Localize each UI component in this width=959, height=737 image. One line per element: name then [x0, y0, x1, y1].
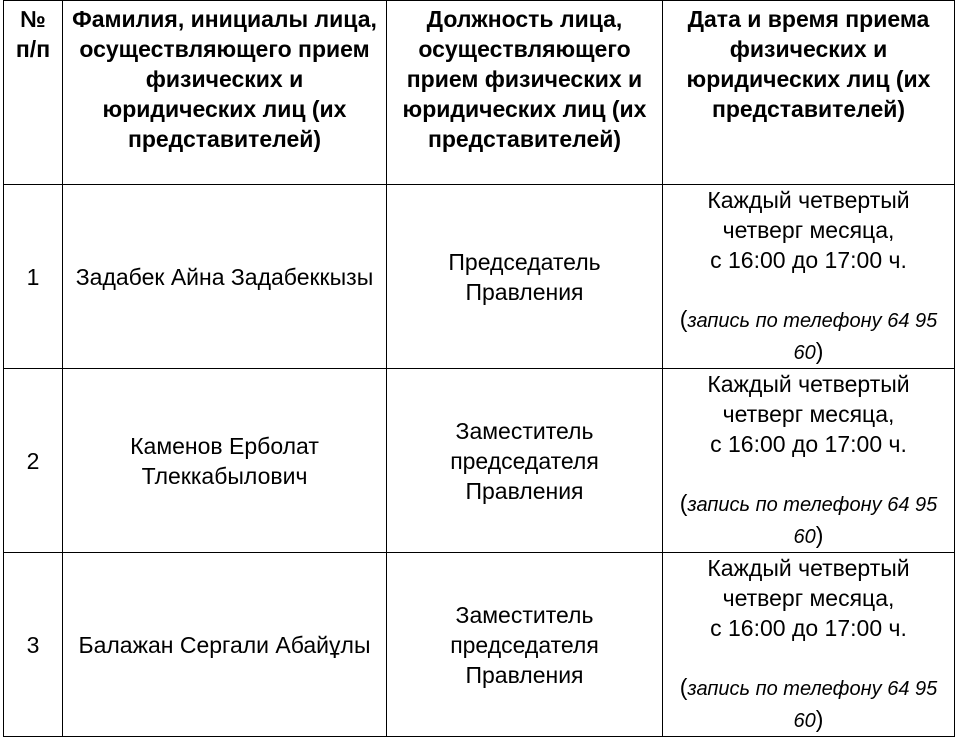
time-line-2: четверг месяца, [722, 401, 895, 427]
person-position: Председатель Правления [387, 185, 663, 369]
phone-note-text: запись по телефону 64 95 60 [687, 494, 938, 548]
person-name: Задабек Айна Задабеккызы [63, 185, 387, 369]
row-number: 3 [4, 553, 63, 737]
time-line-1: Каждый четвертый [707, 555, 910, 581]
person-position: Заместитель председателя Правления [387, 369, 663, 553]
person-name: Каменов Ерболат Тлеккабылович [63, 369, 387, 553]
reception-time [663, 369, 955, 553]
header-name: Фамилия, инициалы лица, осуществляющего прием физических и юридических лиц (их представителей) [63, 1, 387, 185]
time-line-3: с 16:00 до 17:00 ч. [710, 247, 907, 273]
time-line-3: с 16:00 до 17:00 ч. [710, 615, 907, 641]
phone-note-text: запись по телефону 64 95 60 [687, 310, 938, 364]
time-line-1: Каждый четвертый [707, 371, 910, 397]
header-number: № п/п [4, 1, 63, 185]
phone-note: (запись по телефону 64 95 60) [679, 490, 938, 548]
table-row [4, 185, 955, 369]
person-position: Заместитель председателя Правления [387, 553, 663, 737]
reception-time [663, 185, 955, 369]
time-line-2: четверг месяца, [722, 585, 895, 611]
reception-schedule-table [3, 0, 955, 737]
reception-time [663, 553, 955, 737]
table-row [4, 553, 955, 737]
header-position: Должность лица, осуществляющего прием физических и юридических лиц (их представителей) [387, 1, 663, 185]
time-line-2: четверг месяца, [722, 217, 895, 243]
row-number: 1 [4, 185, 63, 369]
time-line-3: с 16:00 до 17:00 ч. [710, 431, 907, 457]
time-line-1: Каждый четвертый [707, 187, 910, 213]
header-row [4, 1, 955, 185]
table-row [4, 369, 955, 553]
person-name: Балажан Сергали Абайұлы [63, 553, 387, 737]
phone-note-text: запись по телефону 64 95 60 [687, 678, 938, 732]
row-number: 2 [4, 369, 63, 553]
header-time: Дата и время приема физических и юридических лиц (их представителей) [663, 1, 955, 185]
phone-note: (запись по телефону 64 95 60) [679, 306, 938, 364]
phone-note: (запись по телефону 64 95 60) [679, 674, 938, 732]
